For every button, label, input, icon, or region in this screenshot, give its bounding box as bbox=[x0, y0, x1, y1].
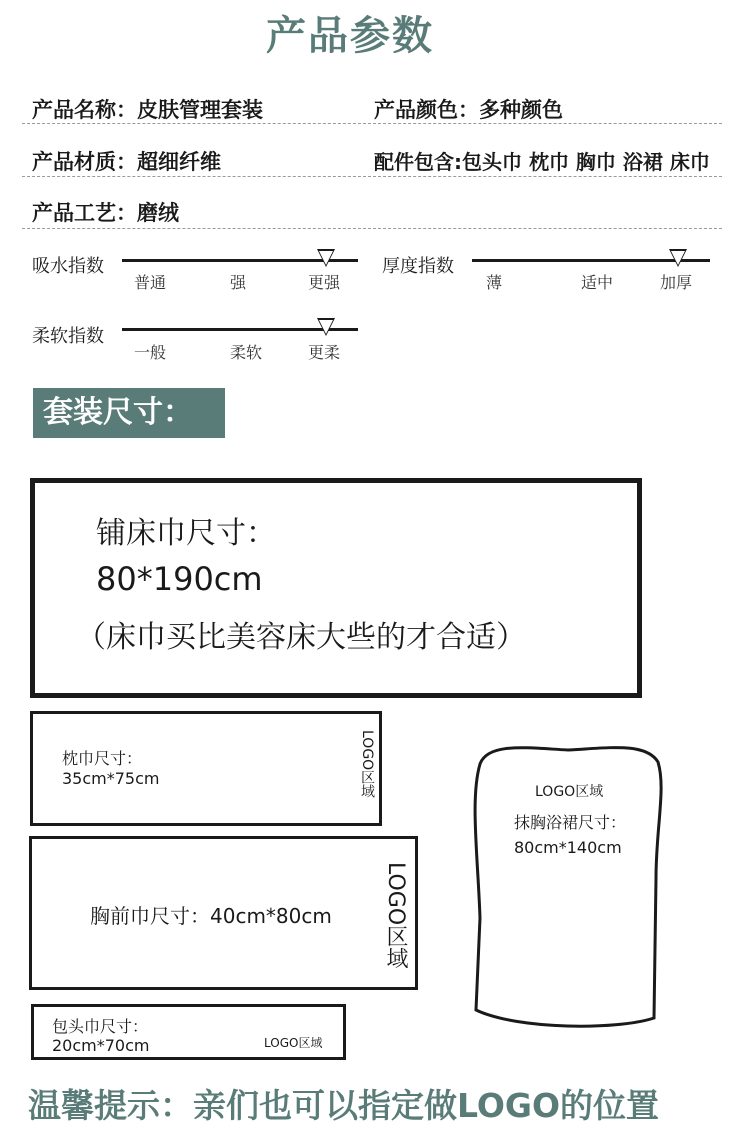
softness-tick: 更柔 bbox=[308, 343, 341, 362]
pillow-towel-size: 35cm*75cm bbox=[62, 769, 160, 788]
pillow-towel-label: 枕巾尺寸： bbox=[62, 749, 143, 768]
footer-tip: 温馨提示：亲们也可以指定做LOGO的位置 bbox=[28, 1086, 660, 1125]
thickness-tick: 加厚 bbox=[660, 273, 693, 292]
robe-logo-area: LOGO区域 bbox=[535, 784, 604, 800]
head-logo-area: LOGO区域 bbox=[264, 1036, 323, 1050]
product-craft: 产品工艺：磨绒 bbox=[32, 201, 179, 225]
robe-label: 抹胸浴裙尺寸： bbox=[514, 813, 627, 832]
product-color: 产品颜色：多种颜色 bbox=[374, 98, 563, 122]
softness-tick: 一般 bbox=[134, 343, 167, 362]
absorb-tick: 更强 bbox=[308, 273, 341, 292]
absorb-tick: 普通 bbox=[134, 273, 167, 292]
pillow-logo-area: LOGO区域 bbox=[359, 730, 375, 799]
product-name: 产品名称：皮肤管理套装 bbox=[32, 98, 263, 122]
divider bbox=[22, 176, 722, 177]
absorb-index-label: 吸水指数 bbox=[32, 256, 104, 277]
head-towel-label: 包头巾尺寸： bbox=[52, 1017, 149, 1036]
bed-towel-label: 铺床巾尺寸： bbox=[96, 516, 276, 551]
thickness-marker-icon bbox=[669, 249, 687, 267]
page-title: 产品参数 bbox=[266, 13, 434, 59]
head-towel-size: 20cm*70cm bbox=[52, 1036, 150, 1055]
product-material: 产品材质：超细纤维 bbox=[32, 150, 221, 174]
divider bbox=[22, 123, 722, 124]
robe-size: 80cm*140cm bbox=[514, 838, 622, 857]
absorb-tick: 强 bbox=[230, 273, 247, 292]
product-accessories: 配件包含:包头巾 枕巾 胸巾 浴裙 床巾 bbox=[374, 150, 710, 174]
thickness-index-label: 厚度指数 bbox=[382, 256, 454, 277]
set-size-banner: 套装尺寸： bbox=[33, 388, 225, 438]
chest-logo-area: LOGO区域 bbox=[383, 862, 408, 970]
chest-towel-label: 胸前巾尺寸：40cm*80cm bbox=[90, 904, 332, 928]
softness-index-label: 柔软指数 bbox=[32, 326, 104, 347]
absorb-marker-icon bbox=[317, 249, 335, 267]
divider bbox=[22, 228, 722, 229]
thickness-tick: 薄 bbox=[486, 273, 503, 292]
bed-towel-note: （床巾买比美容床大些的才合适） bbox=[76, 620, 526, 655]
softness-marker-icon bbox=[317, 318, 335, 336]
bed-towel-size: 80*190cm bbox=[96, 560, 263, 598]
softness-tick: 柔软 bbox=[230, 343, 263, 362]
thickness-tick: 适中 bbox=[581, 273, 614, 292]
